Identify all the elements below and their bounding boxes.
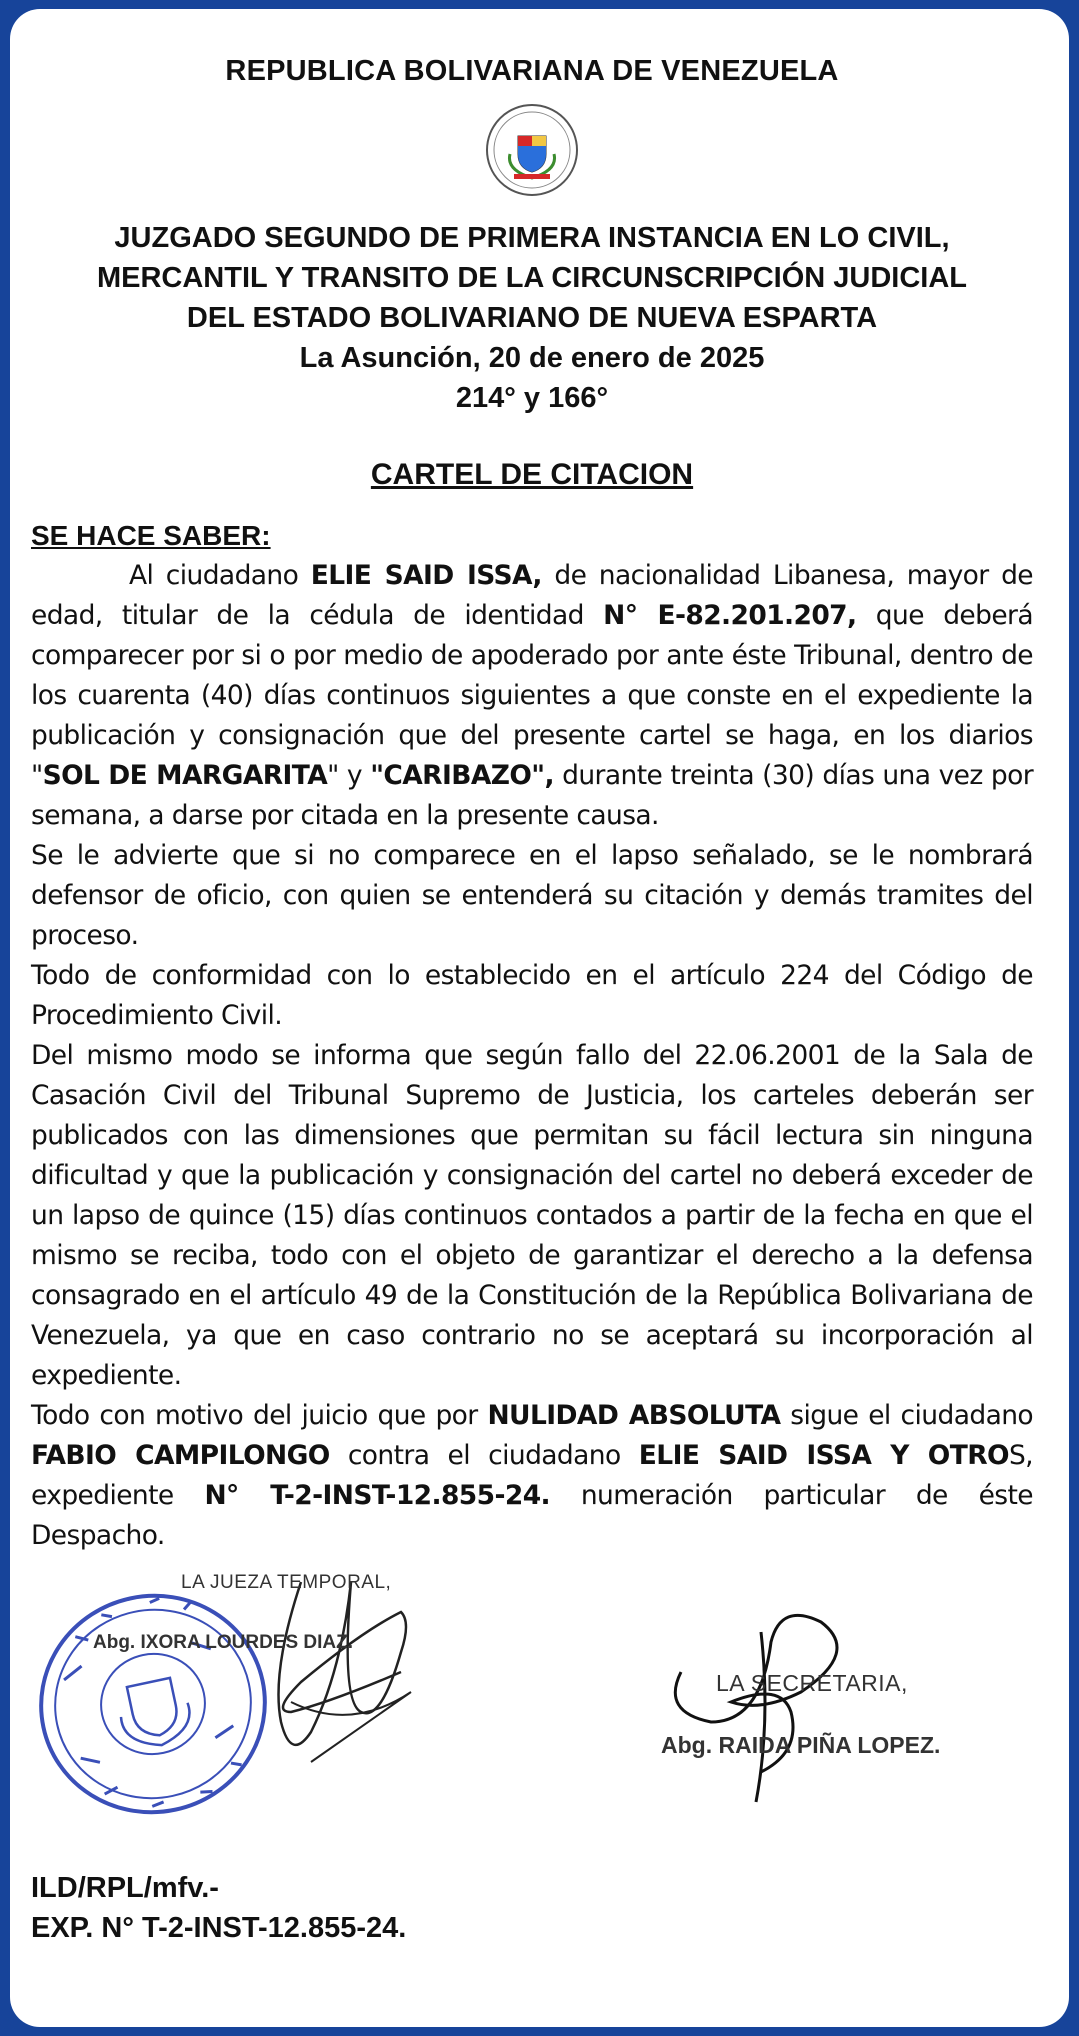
body-text xyxy=(31,556,1033,1556)
text-run: contra el ciudadano xyxy=(329,1440,639,1471)
paragraph-2: Se le advierte que si no comparece en el lapso señalado, se le nombrará defensor de oficio, con quien se entenderá su citación y demás tramites del proceso. xyxy=(31,840,1033,951)
case-type: NULIDAD ABSOLUTA xyxy=(487,1400,781,1431)
newspaper-2: "CARIBAZO", xyxy=(370,760,554,791)
se-hace-saber: SE HACE SABER: xyxy=(31,520,271,551)
court-line-1: JUZGADO SEGUNDO DE PRIMERA INSTANCIA EN LO CIVIL, xyxy=(114,222,950,254)
text-run: numeración particular de éste Despacho. xyxy=(31,1480,1033,1551)
judge-label: LA JUEZA TEMPORAL, xyxy=(181,1572,392,1593)
paragraph-1 xyxy=(31,556,1033,836)
footer-expediente: EXP. N° T-2-INST-12.855-24. xyxy=(31,1912,407,1944)
country-heading: REPUBLICA BOLIVARIANA DE VENEZUELA xyxy=(225,55,839,87)
text-run: de nacionalidad Libanesa, mayor de edad, titular de la cédula de identidad xyxy=(31,560,1033,631)
judge-name: Abg. IXORA LOURDES DIAZ. xyxy=(93,1632,354,1653)
footer xyxy=(31,1868,1033,1948)
text-run: " y xyxy=(327,760,371,791)
id-number: N° E-82.201.207, xyxy=(603,600,857,631)
newspaper-1: SOL DE MARGARITA xyxy=(42,760,328,791)
text-run: S, expediente xyxy=(31,1440,1033,1511)
document-title: CARTEL DE CITACION xyxy=(370,458,694,491)
secretary-signature-icon xyxy=(651,1602,891,1812)
plaintiff-name: FABIO CAMPILONGO xyxy=(31,1440,330,1471)
text-run: durante treinta (30) días una vez por semana, a darse por citada en la presente causa. xyxy=(31,760,1034,831)
defendant-name: ELIE SAID ISSA, xyxy=(310,560,542,591)
years-line: 214° y 166° xyxy=(455,382,609,414)
court-heading xyxy=(31,218,1033,418)
text-run: que deberá comparecer por si o por medio de apoderado por ante éste Tribunal, dentro de los cuarenta (40) días continuos siguientes a que conste en el expediente la publicación y consignación que del presente cartel se haga, en los diarios " xyxy=(31,600,1033,791)
defendant-name-2: ELIE SAID ISSA Y OTRO xyxy=(638,1440,1009,1471)
coat-of-arms-seal-icon xyxy=(484,102,580,198)
court-line-2: MERCANTIL Y TRANSITO DE LA CIRCUNSCRIPCIÓN JUDICIAL xyxy=(96,262,968,294)
paragraph-3: Todo de conformidad con lo establecido en el artículo 224 del Código de Procedimiento Civil. xyxy=(31,960,1033,1031)
court-line-3: DEL ESTADO BOLIVARIANO DE NUEVA ESPARTA xyxy=(186,302,878,334)
footer-initials: ILD/RPL/mfv.- xyxy=(31,1872,219,1904)
date-line: La Asunción, 20 de enero de 2025 xyxy=(299,342,765,374)
signatures-block xyxy=(31,1562,1033,1862)
case-number: N° T-2-INST-12.855-24. xyxy=(204,1480,551,1511)
paragraph-4: Del mismo modo se informa que según fallo del 22.06.2001 de la Sala de Casación Civil del Tribunal Supremo de Justicia, los carteles deberán ser publicados con las dimensiones que permitan su fácil lectura sin ninguna dificultad y que la publicación y consignación del cartel no deberá exceder de un lapso de quince (15) días continuos contados a partir de la fecha en que el mismo se reciba, todo con el objeto de garantizar el derecho a la defensa consagrado en el artículo 49 de la Constitución de la República Bolivariana de Venezuela, ya que en caso contrario no se aceptará su incorporación al expediente. xyxy=(31,1040,1033,1391)
secretary-name: Abg. RAIDA PIÑA LOPEZ. xyxy=(661,1732,941,1758)
document-sheet xyxy=(10,9,1069,2027)
text-run: Al ciudadano xyxy=(129,560,311,591)
judge-signature-icon xyxy=(231,1562,461,1792)
secretary-label: LA SECRETARIA, xyxy=(716,1670,908,1696)
text-run: sigue el ciudadano xyxy=(780,1400,1034,1431)
text-run: Todo con motivo del juicio que por xyxy=(31,1400,488,1431)
paragraph-5 xyxy=(31,1396,1033,1556)
